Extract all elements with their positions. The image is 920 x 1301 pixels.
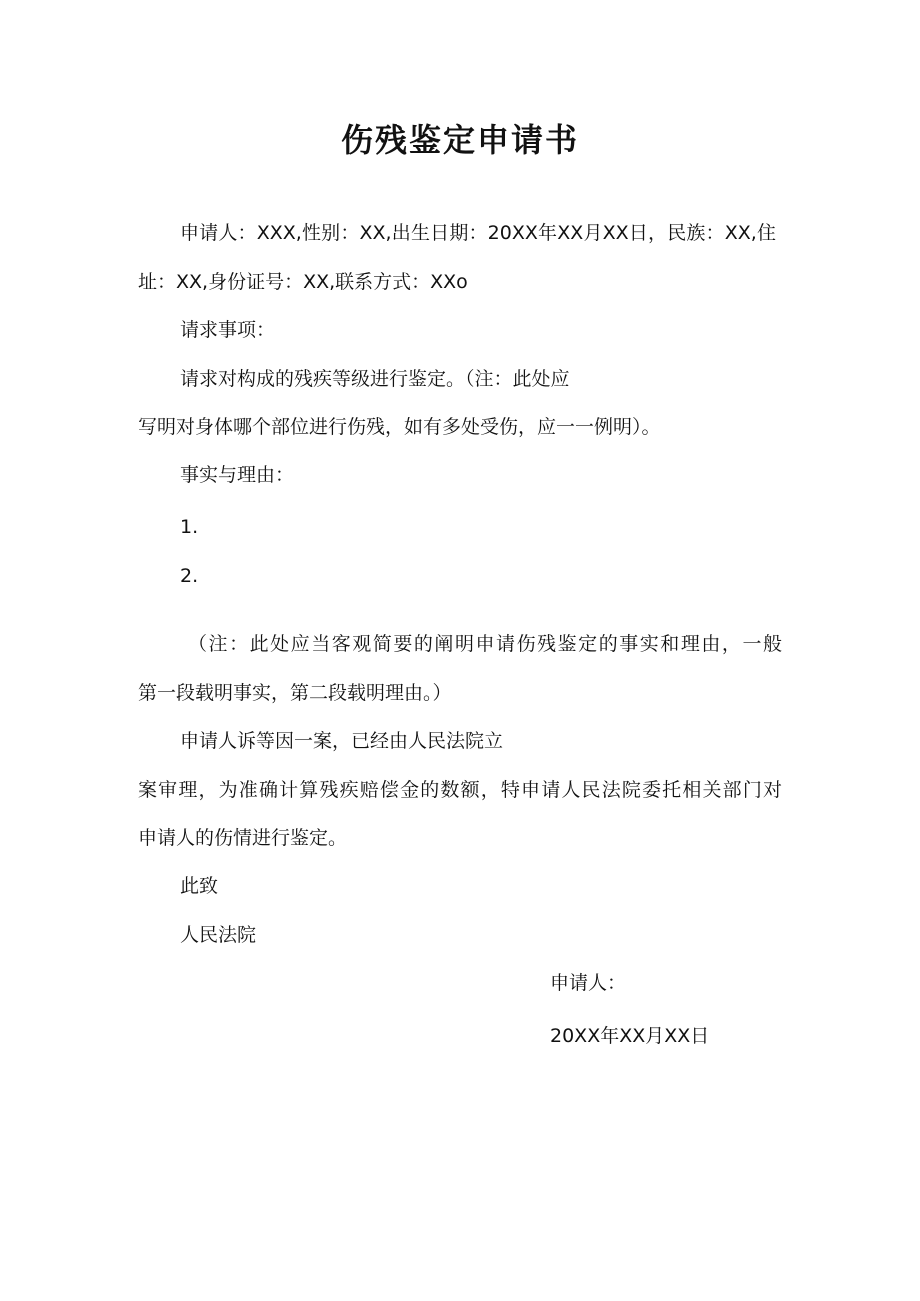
court-name: 人民法院 <box>180 924 257 946</box>
applicant-info-line-2: 址：XX,身份证号：XX,联系方式：XXo <box>138 271 468 293</box>
request-heading: 请求事项： <box>180 319 276 341</box>
note-line-1: （注：此处应当客观简要的阐明申请伤残鉴定的事实和理由，一般 <box>188 633 782 655</box>
request-line-2: 写明对身体哪个部位进行伤残，如有多处受伤，应一一例明）。 <box>138 416 661 438</box>
applicant-info-line-1: 申请人：XXX,性别：XX,出生日期：20XX年XX月XX日，民族：XX,住 <box>180 222 776 244</box>
facts-heading: 事实与理由： <box>180 464 295 486</box>
case-line-2: 案审理，为准确计算残疾赔偿金的数额，特申请人民法院委托相关部门对 <box>138 779 782 801</box>
document-title: 伤残鉴定申请书 <box>340 121 579 159</box>
note-line-2: 第一段载明事实，第二段载明理由。） <box>138 682 452 704</box>
signature-label: 申请人： <box>550 972 627 994</box>
signature-date: 20XX年XX月XX日 <box>550 1025 710 1047</box>
facts-item-2: 2. <box>180 565 199 587</box>
closing-salutation: 此致 <box>180 875 219 897</box>
facts-item-1: 1. <box>180 516 199 538</box>
case-line-3: 申请人的伤情进行鉴定。 <box>138 827 348 849</box>
case-line-1: 申请人诉等因一案，已经由人民法院立 <box>180 730 504 752</box>
request-line-1: 请求对构成的残疾等级进行鉴定。（注：此处应 <box>180 368 570 390</box>
